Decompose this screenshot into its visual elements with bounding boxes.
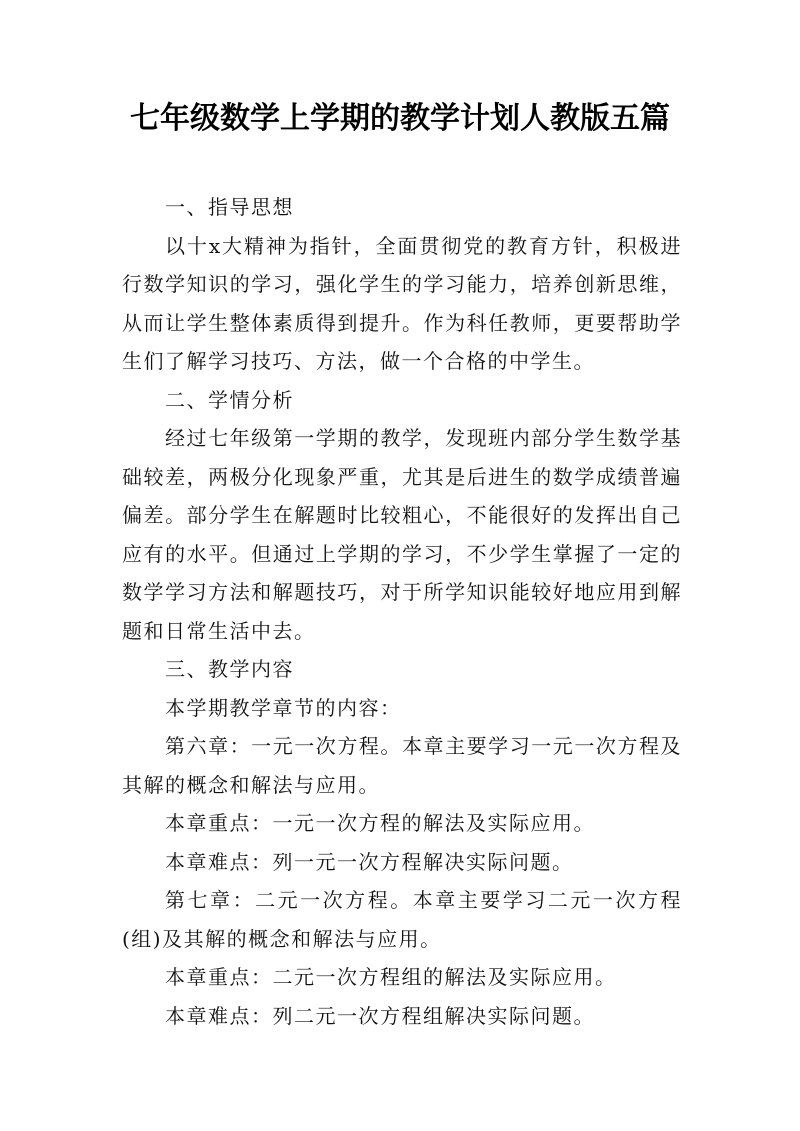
paragraph-chapter-seven: 第七章：二元一次方程。本章主要学习二元一次方程(组)及其解的概念和解法与应用。 (122, 888, 682, 951)
paragraph-chapter-seven-difficulty: 本章难点：列二元一次方程组解决实际问题。 (165, 1003, 595, 1028)
paragraph-student-analysis: 经过七年级第一学期的教学，发现班内部分学生数学基础较差，两极分化现象严重，尤其是后进生的数学成绩普遍偏差。部分学生在解题时比较粗心，不能很好的发挥出自己应有的水平。但通过上学期的学习，不少学生掌握了一定的数学学习方法和解题技巧，对于所学知识能较好地应用到解题和日常生活中去。 (122, 426, 682, 643)
paragraph-chapter-six-key: 本章重点：一元一次方程的解法及实际应用。 (165, 811, 595, 835)
section-heading-student-analysis: 二、学情分析 (165, 387, 294, 412)
paragraph-chapter-six-difficulty: 本章难点：列一元一次方程解决实际问题。 (165, 849, 574, 874)
paragraph-guiding-ideology: 以十x大精神为指针，全面贯彻党的教育方针，积极进行数学知识的学习，强化学生的学习能力，培养创新思维，从而让学生整体素质得到提升。作为科任教师，更要帮助学生们了解学习技巧、方法，做一个合格的中学生。 (122, 233, 682, 373)
document-title: 七年级数学上学期的教学计划人教版五篇 (130, 101, 670, 136)
paragraph-chapter-six: 第六章：一元一次方程。本章主要学习一元一次方程及其解的概念和解法与应用。 (122, 734, 682, 797)
section-heading-guiding-ideology: 一、指导思想 (165, 195, 294, 219)
paragraph-chapter-intro: 本学期教学章节的内容： (165, 695, 402, 720)
paragraph-chapter-seven-key: 本章重点：二元一次方程组的解法及实际应用。 (165, 965, 617, 989)
section-heading-teaching-content: 三、教学内容 (165, 657, 294, 681)
document-body (122, 188, 682, 1035)
